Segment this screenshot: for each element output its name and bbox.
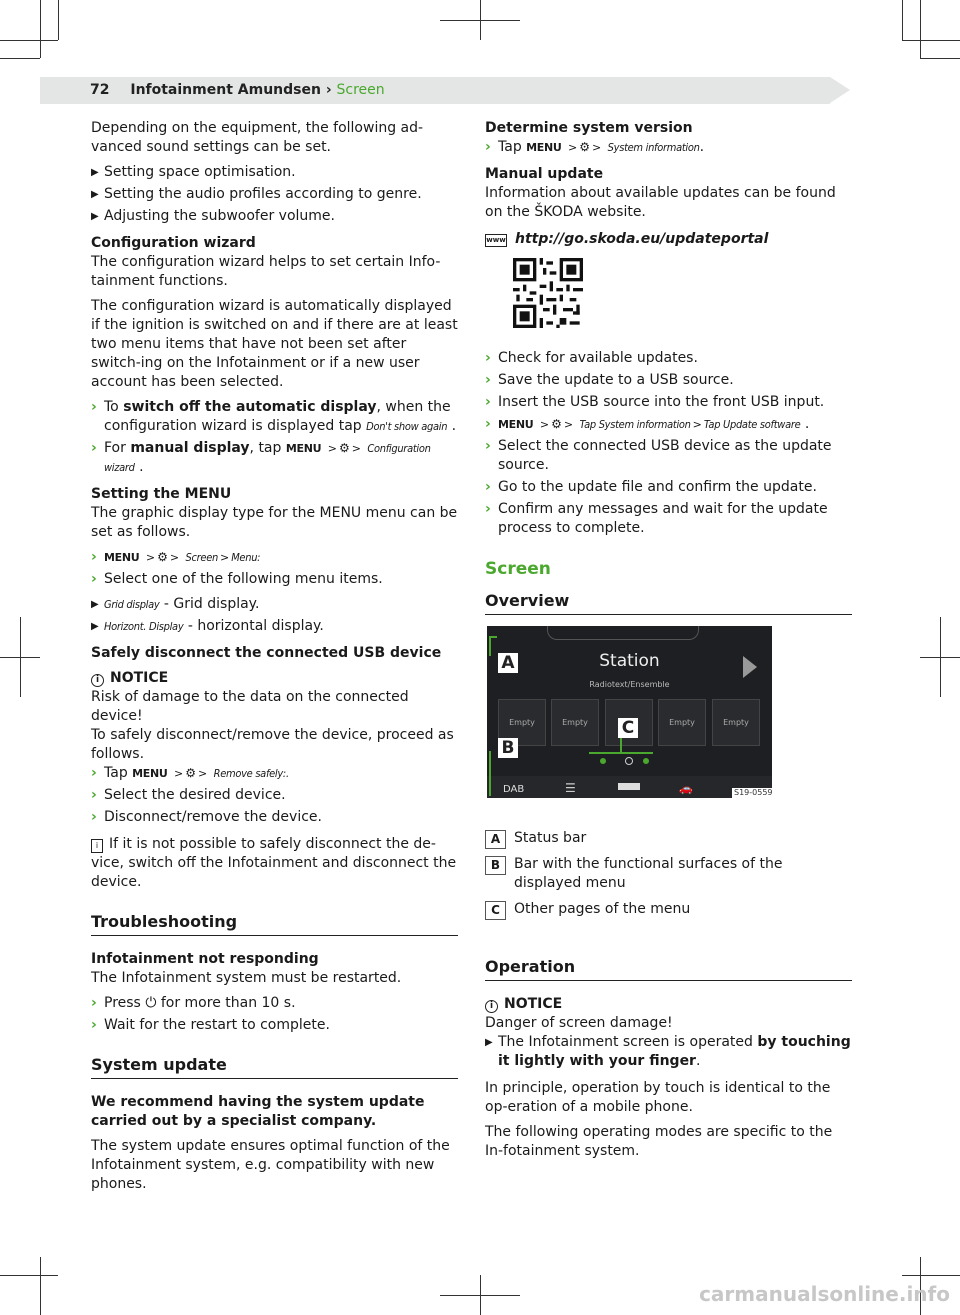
step-item: › Wait for the restart to complete.	[91, 1017, 330, 1033]
crop-mark	[902, 40, 960, 41]
softkey-dont-show-again[interactable]: Don't show again	[366, 420, 448, 433]
page-header-tip	[830, 77, 850, 103]
list-icon[interactable]: ☰	[565, 781, 576, 795]
chapter-title: Infotainment Amundsen	[130, 82, 321, 98]
step-item: › Confirm any messages and wait for the update process to complete.	[485, 501, 828, 536]
watermark: carmanualsonline.info	[699, 1282, 950, 1306]
crop-mark	[920, 0, 921, 58]
update-text: The system update ensures optimal function of the Infotainment system, e.g. compatibility with new phones.	[91, 1138, 450, 1192]
status-bar-tab	[547, 626, 699, 640]
section-heading: Operation	[485, 957, 852, 981]
step-item: › Go to the update file and confirm the update.	[485, 479, 817, 495]
menu-key[interactable]: MENU	[285, 442, 322, 455]
list-item: ▶ Adjusting the subwoofer volume.	[91, 208, 335, 224]
settings-gear-icon: ⚙	[157, 550, 168, 564]
legend-item: A Status bar	[485, 829, 852, 848]
list-item: ▶ The Infotainment screen is operated by touching it lightly with your finger.	[485, 1034, 851, 1069]
step-item: › Tap MENU > ⚙ > Remove safely:.	[91, 765, 289, 781]
page-number: 72	[90, 82, 110, 98]
update-portal-link[interactable]: http://go.skoda.eu/updateportal	[515, 231, 769, 247]
softkey-system-information[interactable]: System information	[607, 141, 700, 154]
notice-heading: i NOTICE	[485, 995, 852, 1014]
callout-line	[489, 636, 491, 656]
softkey-menu[interactable]: Menu:	[231, 551, 261, 564]
url-line	[485, 230, 852, 249]
menu-key[interactable]: MENU	[526, 141, 562, 154]
softkey-grid-display[interactable]: Grid display	[104, 598, 160, 611]
step-item: › Select the desired device.	[91, 787, 286, 803]
crop-mark	[480, 0, 481, 40]
menu-setting-text: The graphic display type for the MENU menu can be set as follows.	[91, 505, 458, 540]
trouble-text: The Infotainment system must be restarted.	[91, 970, 402, 986]
callout-a: A	[498, 653, 518, 673]
station-name: Station	[599, 651, 660, 671]
preset-slot[interactable]: Empty	[551, 699, 599, 746]
step-item: › Insert the USB source into the front USB input.	[485, 394, 825, 410]
crop-mark	[920, 58, 960, 59]
operation-text: The following operating modes are specific to the In-fotainment system.	[485, 1124, 833, 1159]
step-item: › Select one of the following menu items.	[91, 571, 383, 587]
power-icon: ⏻	[145, 995, 157, 1011]
crop-mark	[902, 0, 903, 40]
step-item: › Disconnect/remove the device.	[91, 809, 322, 825]
left-column	[91, 119, 458, 1200]
softkey-horizontal-display[interactable]: Horizont. Display	[104, 620, 184, 633]
car-icon[interactable]: 🚗	[679, 782, 693, 795]
settings-gear-icon: ⚙	[551, 417, 562, 431]
wizard-text: The configuration wizard helps to set certain Info-tainment functions.	[91, 254, 441, 289]
list-item: ▶ Horizont. Display - horizontal display.	[91, 618, 324, 634]
notice-text: Danger of screen damage!	[485, 1015, 673, 1031]
crop-mark	[480, 1275, 481, 1315]
notice-heading: i NOTICE	[91, 669, 458, 688]
page-header	[90, 81, 385, 100]
station-subtitle: Radiotext/Ensemble	[589, 680, 670, 689]
breadcrumb-separator: ›	[325, 82, 332, 98]
crop-mark	[40, 1257, 41, 1315]
notice-text: To safely disconnect/remove the device, proceed as follows.	[91, 727, 454, 762]
callout-line	[620, 738, 622, 752]
menu-setting-title: Setting the MENU	[91, 486, 232, 502]
crop-mark	[940, 617, 941, 697]
intro-text: Depending on the equipment, the following ad-vanced sound settings can be set.	[91, 120, 424, 155]
callout-line	[589, 752, 653, 754]
operation-text: In principle, operation by touch is identical to the op-eration of a mobile phone.	[485, 1080, 831, 1115]
notice-text: Risk of damage to the data on the connected device!	[91, 689, 409, 724]
softkey-system-information[interactable]: Tap System information	[579, 418, 691, 431]
section-heading: Overview	[485, 591, 852, 615]
usb-title: Safely disconnect the connected USB device	[91, 645, 442, 661]
list-item: ▶ Setting the audio profiles according to genre.	[91, 186, 422, 202]
page-dot-active	[625, 757, 633, 765]
step-item: › To switch off the automatic display, when the configuration wizard is displayed tap Don't show again .	[91, 399, 457, 434]
step-item: › Check for available updates.	[485, 350, 698, 366]
legend-item: C Other pages of the menu	[485, 900, 852, 919]
step-item: › For manual display, tap MENU > ⚙ > Configuration wizard .	[91, 440, 431, 475]
crop-mark	[0, 40, 58, 41]
notice-icon: i	[91, 674, 104, 687]
update-recommendation: We recommend having the system update carried out by a specialist company.	[91, 1094, 425, 1129]
crop-mark	[40, 0, 41, 58]
section-heading: Troubleshooting	[91, 912, 458, 936]
crop-mark	[0, 1275, 58, 1276]
callout-line	[489, 751, 491, 796]
subheading: Infotainment not responding	[91, 951, 319, 967]
callout-c: C	[618, 718, 638, 738]
dab-button[interactable]: DAB	[503, 784, 525, 795]
section-link[interactable]: Screen	[336, 82, 385, 98]
wizard-title: Configuration wizard	[91, 235, 256, 251]
callout-b: B	[498, 738, 518, 758]
step-item: › Select the connected USB device as the update source.	[485, 438, 832, 473]
manual-text: Information about available updates can be found on the ŠKODA website.	[485, 185, 836, 220]
note-text: i If it is not possible to safely disconnect the de-vice, switch off the Infotainment and disconnect the device.	[91, 836, 457, 890]
settings-gear-icon: ⚙	[185, 766, 196, 780]
figure-code: S19-0559	[734, 788, 773, 797]
www-icon: www	[485, 234, 507, 247]
softkey-screen[interactable]: Screen	[185, 551, 218, 564]
crop-mark	[902, 1275, 960, 1276]
qr-code-image	[513, 258, 583, 328]
callout-line	[489, 636, 497, 638]
subheading: Manual update	[485, 166, 604, 182]
station-logo-icon[interactable]	[618, 783, 640, 790]
settings-gear-icon: ⚙	[338, 441, 350, 455]
next-arrow-icon[interactable]	[743, 656, 757, 678]
settings-gear-icon: ⚙	[579, 140, 590, 154]
crop-mark	[20, 617, 21, 697]
menu-key[interactable]: MENU	[498, 418, 534, 431]
preset-slot[interactable]: Empty	[498, 699, 546, 746]
softkey-update-software[interactable]: Tap Update software	[703, 418, 801, 431]
page-dot	[600, 758, 606, 764]
step-item: › Save the update to a USB source.	[485, 372, 734, 388]
step-item: › MENU > ⚙ > Screen > Menu:	[91, 549, 261, 565]
section-heading: System update	[91, 1055, 458, 1079]
crop-mark	[0, 58, 40, 59]
infotainment-screen-figure	[487, 626, 772, 798]
subheading: Determine system version	[485, 120, 693, 136]
note-icon: i	[91, 839, 103, 853]
menu-key[interactable]: MENU	[132, 767, 168, 780]
page-dot	[643, 758, 649, 764]
notice-icon: i	[485, 1000, 498, 1013]
preset-slot[interactable]: Empty	[658, 699, 706, 746]
section-title-screen: Screen	[485, 559, 551, 579]
menu-key[interactable]: MENU	[104, 551, 140, 564]
step-item: › MENU > ⚙ > Tap System information > Tap Update software .	[485, 416, 810, 432]
softkey-remove-safely[interactable]: Remove safely:.	[213, 767, 289, 780]
list-item: ▶ Grid display - Grid display.	[91, 596, 260, 612]
preset-slot[interactable]: Empty	[712, 699, 760, 746]
step-item: › Tap MENU > ⚙ > System information.	[485, 139, 705, 155]
wizard-text: The configuration wizard is automatically displayed if the ignition is switched on and if there are at least two menu items that have not been set after switch-ing on the Infotainment or if a new user account has been selected.	[91, 298, 458, 390]
crop-mark	[58, 0, 59, 40]
list-item: ▶ Setting space optimisation.	[91, 164, 296, 180]
step-item: › Press ⏻ for more than 10 s.	[91, 995, 296, 1011]
legend-item: B Bar with the functional surfaces of the displayed menu	[485, 855, 852, 893]
softkey-configuration-wizard[interactable]: Configuration wizard	[104, 442, 431, 474]
